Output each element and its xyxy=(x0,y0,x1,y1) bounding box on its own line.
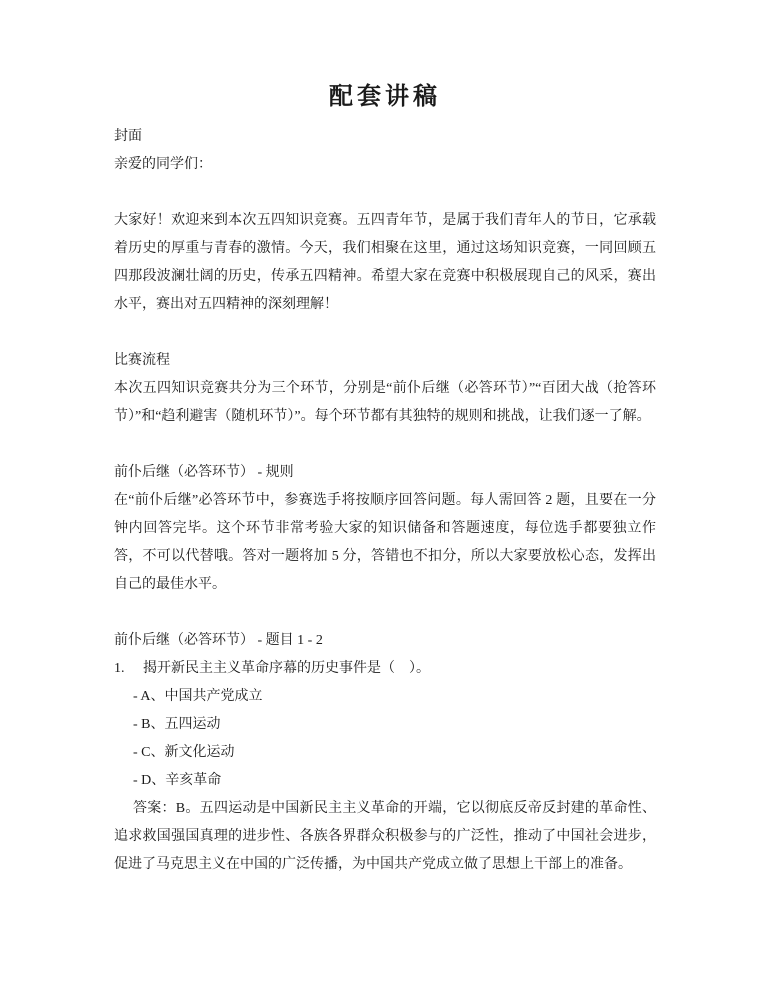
rules-heading: 前仆后继（必答环节） - 规则 xyxy=(114,465,294,480)
blank-line xyxy=(114,179,656,207)
blank-line xyxy=(114,319,656,347)
flow-paragraph: 本次五四知识竞赛共分为三个环节，分别是“前仆后继（必答环节）”“百团大战（抢答环节）”和“趋利避害（随机环节）”。每个环节都有其独特的规则和挑战，让我们逐一了解。 xyxy=(114,381,656,424)
option-b: - B、五四运动 xyxy=(133,717,221,732)
flow-heading: 比赛流程 xyxy=(114,353,170,368)
document-title: 配套讲稿 xyxy=(329,84,441,110)
option-d: - D、辛亥革命 xyxy=(133,773,222,788)
document-body xyxy=(114,123,656,879)
answer-paragraph: 答案：B。五四运动是中国新民主主义革命的开端，它以彻底反帝反封建的革命性、追求救国强国真理的进步性、各族各界群众积极参与的广泛性，推动了中国社会进步，促进了马克思主义在中国的广泛传播，为中国共产党成立做了思想上干部上的准备。 xyxy=(114,801,656,872)
question-text: 揭开新民主主义革命序幕的历史事件是（ ）。 xyxy=(143,661,430,676)
question-number: 1. xyxy=(114,661,125,676)
question-1 xyxy=(114,655,656,683)
blank-line xyxy=(114,431,656,459)
intro-paragraph: 大家好！欢迎来到本次五四知识竞赛。五四青年节，是属于我们青年人的节日，它承载着历史的厚重与青春的激情。今天，我们相聚在这里，通过这场知识竞赛，一同回顾五四那段波澜壮阔的历史，传承五四精神。希望大家在竞赛中积极展现自己的风采，赛出水平，赛出对五四精神的深刻理解！ xyxy=(114,213,656,312)
cover-label: 封面 xyxy=(114,129,142,144)
rules-paragraph: 在“前仆后继”必答环节中，参赛选手将按顺序回答问题。每人需回答 2 题，且要在一分钟内回答完毕。这个环节非常考验大家的知识储备和答题速度，每位选手都要独立作答，不可以代替哦。答对一题将加 5 分，答错也不扣分，所以大家要放松心态，发挥出自己的最佳水平。 xyxy=(114,493,656,592)
option-a: - A、中国共产党成立 xyxy=(133,689,263,704)
greeting-line: 亲爱的同学们： xyxy=(114,157,212,172)
blank-line xyxy=(114,599,656,627)
questions-heading: 前仆后继（必答环节） - 题目 1 - 2 xyxy=(114,633,323,648)
option-c: - C、新文化运动 xyxy=(133,745,235,760)
